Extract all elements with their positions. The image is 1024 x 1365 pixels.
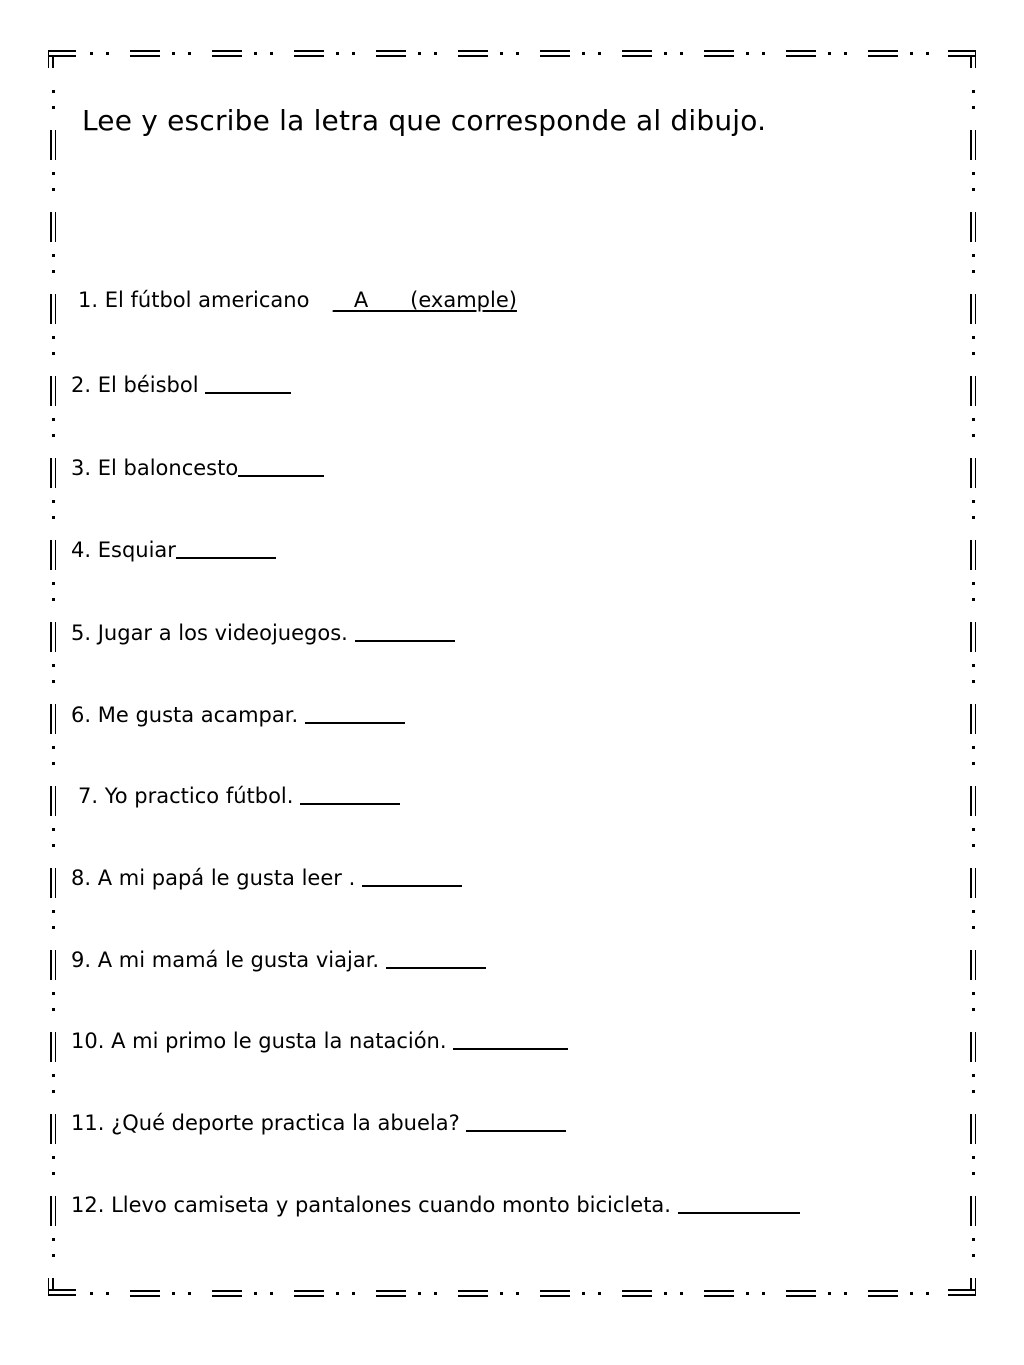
- item-text: Me gusta acampar.: [97, 703, 299, 727]
- list-item: [71, 1028, 568, 1052]
- item-number: 8.: [71, 866, 92, 890]
- item-text: El fútbol americano: [104, 288, 310, 312]
- item-text: Esquiar: [97, 538, 176, 562]
- answer-blank[interactable]: [176, 539, 276, 559]
- item-number: 11.: [71, 1111, 105, 1135]
- item-text: A mi primo le gusta la natación.: [111, 1029, 447, 1053]
- list-item: [71, 620, 455, 644]
- list-item: [78, 783, 400, 807]
- item-text: El baloncesto: [97, 456, 239, 480]
- item-text: A mi papá le gusta leer .: [97, 866, 356, 890]
- item-number: 2.: [71, 373, 92, 397]
- list-item: [71, 702, 405, 726]
- item-text: Jugar a los videojuegos.: [97, 621, 348, 645]
- answer-example: __A____(example): [332, 288, 517, 312]
- item-number: 6.: [71, 703, 92, 727]
- list-item: [71, 947, 486, 971]
- answer-blank[interactable]: [678, 1194, 800, 1214]
- item-text: Llevo camiseta y pantalones cuando monto bicicleta.: [111, 1193, 671, 1217]
- instructions-heading: Lee y escribe la letra que corresponde al dibujo.: [82, 104, 767, 137]
- list-item: [71, 865, 462, 889]
- answer-blank[interactable]: [355, 622, 455, 642]
- list-item: [71, 455, 324, 479]
- answer-blank[interactable]: [466, 1112, 566, 1132]
- item-text: Yo practico fútbol.: [104, 784, 294, 808]
- list-item: [71, 372, 291, 396]
- answer-blank[interactable]: [300, 785, 400, 805]
- item-number: 10.: [71, 1029, 105, 1053]
- list-item: [78, 290, 517, 311]
- answer-blank[interactable]: [205, 374, 291, 394]
- item-number: 3.: [71, 456, 92, 480]
- list-item: [71, 1110, 566, 1134]
- answer-blank[interactable]: [453, 1030, 568, 1050]
- answer-blank[interactable]: [386, 949, 486, 969]
- answer-blank[interactable]: [305, 704, 405, 724]
- item-text: El béisbol: [97, 373, 199, 397]
- answer-blank[interactable]: [362, 867, 462, 887]
- item-text: A mi mamá le gusta viajar.: [97, 948, 380, 972]
- item-number: 7.: [78, 784, 99, 808]
- item-text: ¿Qué deporte practica la abuela?: [111, 1111, 460, 1135]
- item-number: 9.: [71, 948, 92, 972]
- item-number: 4.: [71, 538, 92, 562]
- item-number: 1.: [78, 288, 99, 312]
- list-item: [71, 537, 276, 561]
- item-number: 5.: [71, 621, 92, 645]
- item-number: 12.: [71, 1193, 105, 1217]
- answer-blank[interactable]: [238, 457, 324, 477]
- list-item: [71, 1192, 800, 1216]
